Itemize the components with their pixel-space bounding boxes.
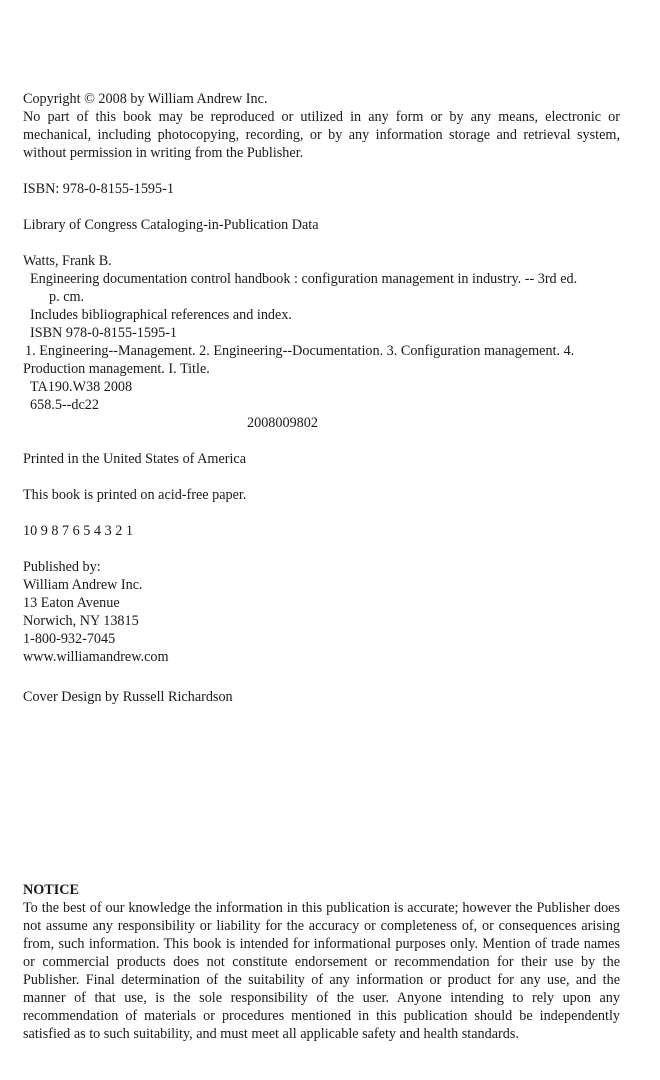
notice-title: NOTICE <box>23 882 79 898</box>
printed-in: Printed in the United States of America <box>23 451 247 467</box>
cip-heading: Library of Congress Cataloging-in-Publication Data <box>23 217 319 233</box>
publisher-name: William Andrew Inc. <box>23 577 143 593</box>
cip-ddc: 658.5--dc22 <box>30 397 99 413</box>
copyright-line: Copyright © 2008 by William Andrew Inc. <box>23 91 268 107</box>
cip-lccn: 2008009802 <box>247 415 318 431</box>
cip-isbn: ISBN 978-0-8155-1595-1 <box>30 325 177 341</box>
notice-body: To the best of our knowledge the information in this publication is accurate; however the Publisher does not assume any responsibility or liability for the accuracy or completeness of, or consequences arising from, such information. This book is intended for informational purposes only. Mention of trade names or commercial products does not constitute endorsement or recommendation for their use by the Publisher. Final determination of the suitability of any information or product for any use, and the manner of that use, is the sole responsibility of the user. Anyone intending to rely upon any recommendation of materials or procedures mentioned in this publication should be independently satisfied as to such suitability, and must meet all applicable safety and health standards. <box>23 900 620 1042</box>
cip-lcc: TA190.W38 2008 <box>30 379 133 395</box>
cip-pages: p. cm. <box>49 289 85 305</box>
publisher-website: www.williamandrew.com <box>23 649 169 665</box>
rights-statement: No part of this book may be reproduced or utilized in any form or by any means, electronic or mechanical, including photocopying, recording, or by any information storage and retrieval system, without permission in writing from the Publisher. <box>23 109 620 161</box>
copyright-page <box>23 90 620 706</box>
cip-bibliography: Includes bibliographical references and index. <box>30 307 292 323</box>
isbn: ISBN: 978-0-8155-1595-1 <box>23 181 174 197</box>
publisher-street: 13 Eaton Avenue <box>23 595 120 611</box>
cip-author: Watts, Frank B. <box>23 253 112 269</box>
cip-subjects-line-1: 1. Engineering--Management. 2. Engineering--Documentation. 3. Configuration management. 4. <box>25 343 575 359</box>
cip-title: Engineering documentation control handbook : configuration management in industry. -- 3rd ed. <box>30 271 578 287</box>
cover-design-credit: Cover Design by Russell Richardson <box>23 689 233 705</box>
notice-section <box>23 881 620 1043</box>
cip-subjects-line-2: Production management. I. Title. <box>23 361 210 377</box>
publisher-label: Published by: <box>23 559 101 575</box>
acid-free-paper: This book is printed on acid-free paper. <box>23 487 247 503</box>
publisher-phone: 1-800-932-7045 <box>23 631 116 647</box>
printing-line: 10 9 8 7 6 5 4 3 2 1 <box>23 523 133 539</box>
publisher-city: Norwich, NY 13815 <box>23 613 139 629</box>
